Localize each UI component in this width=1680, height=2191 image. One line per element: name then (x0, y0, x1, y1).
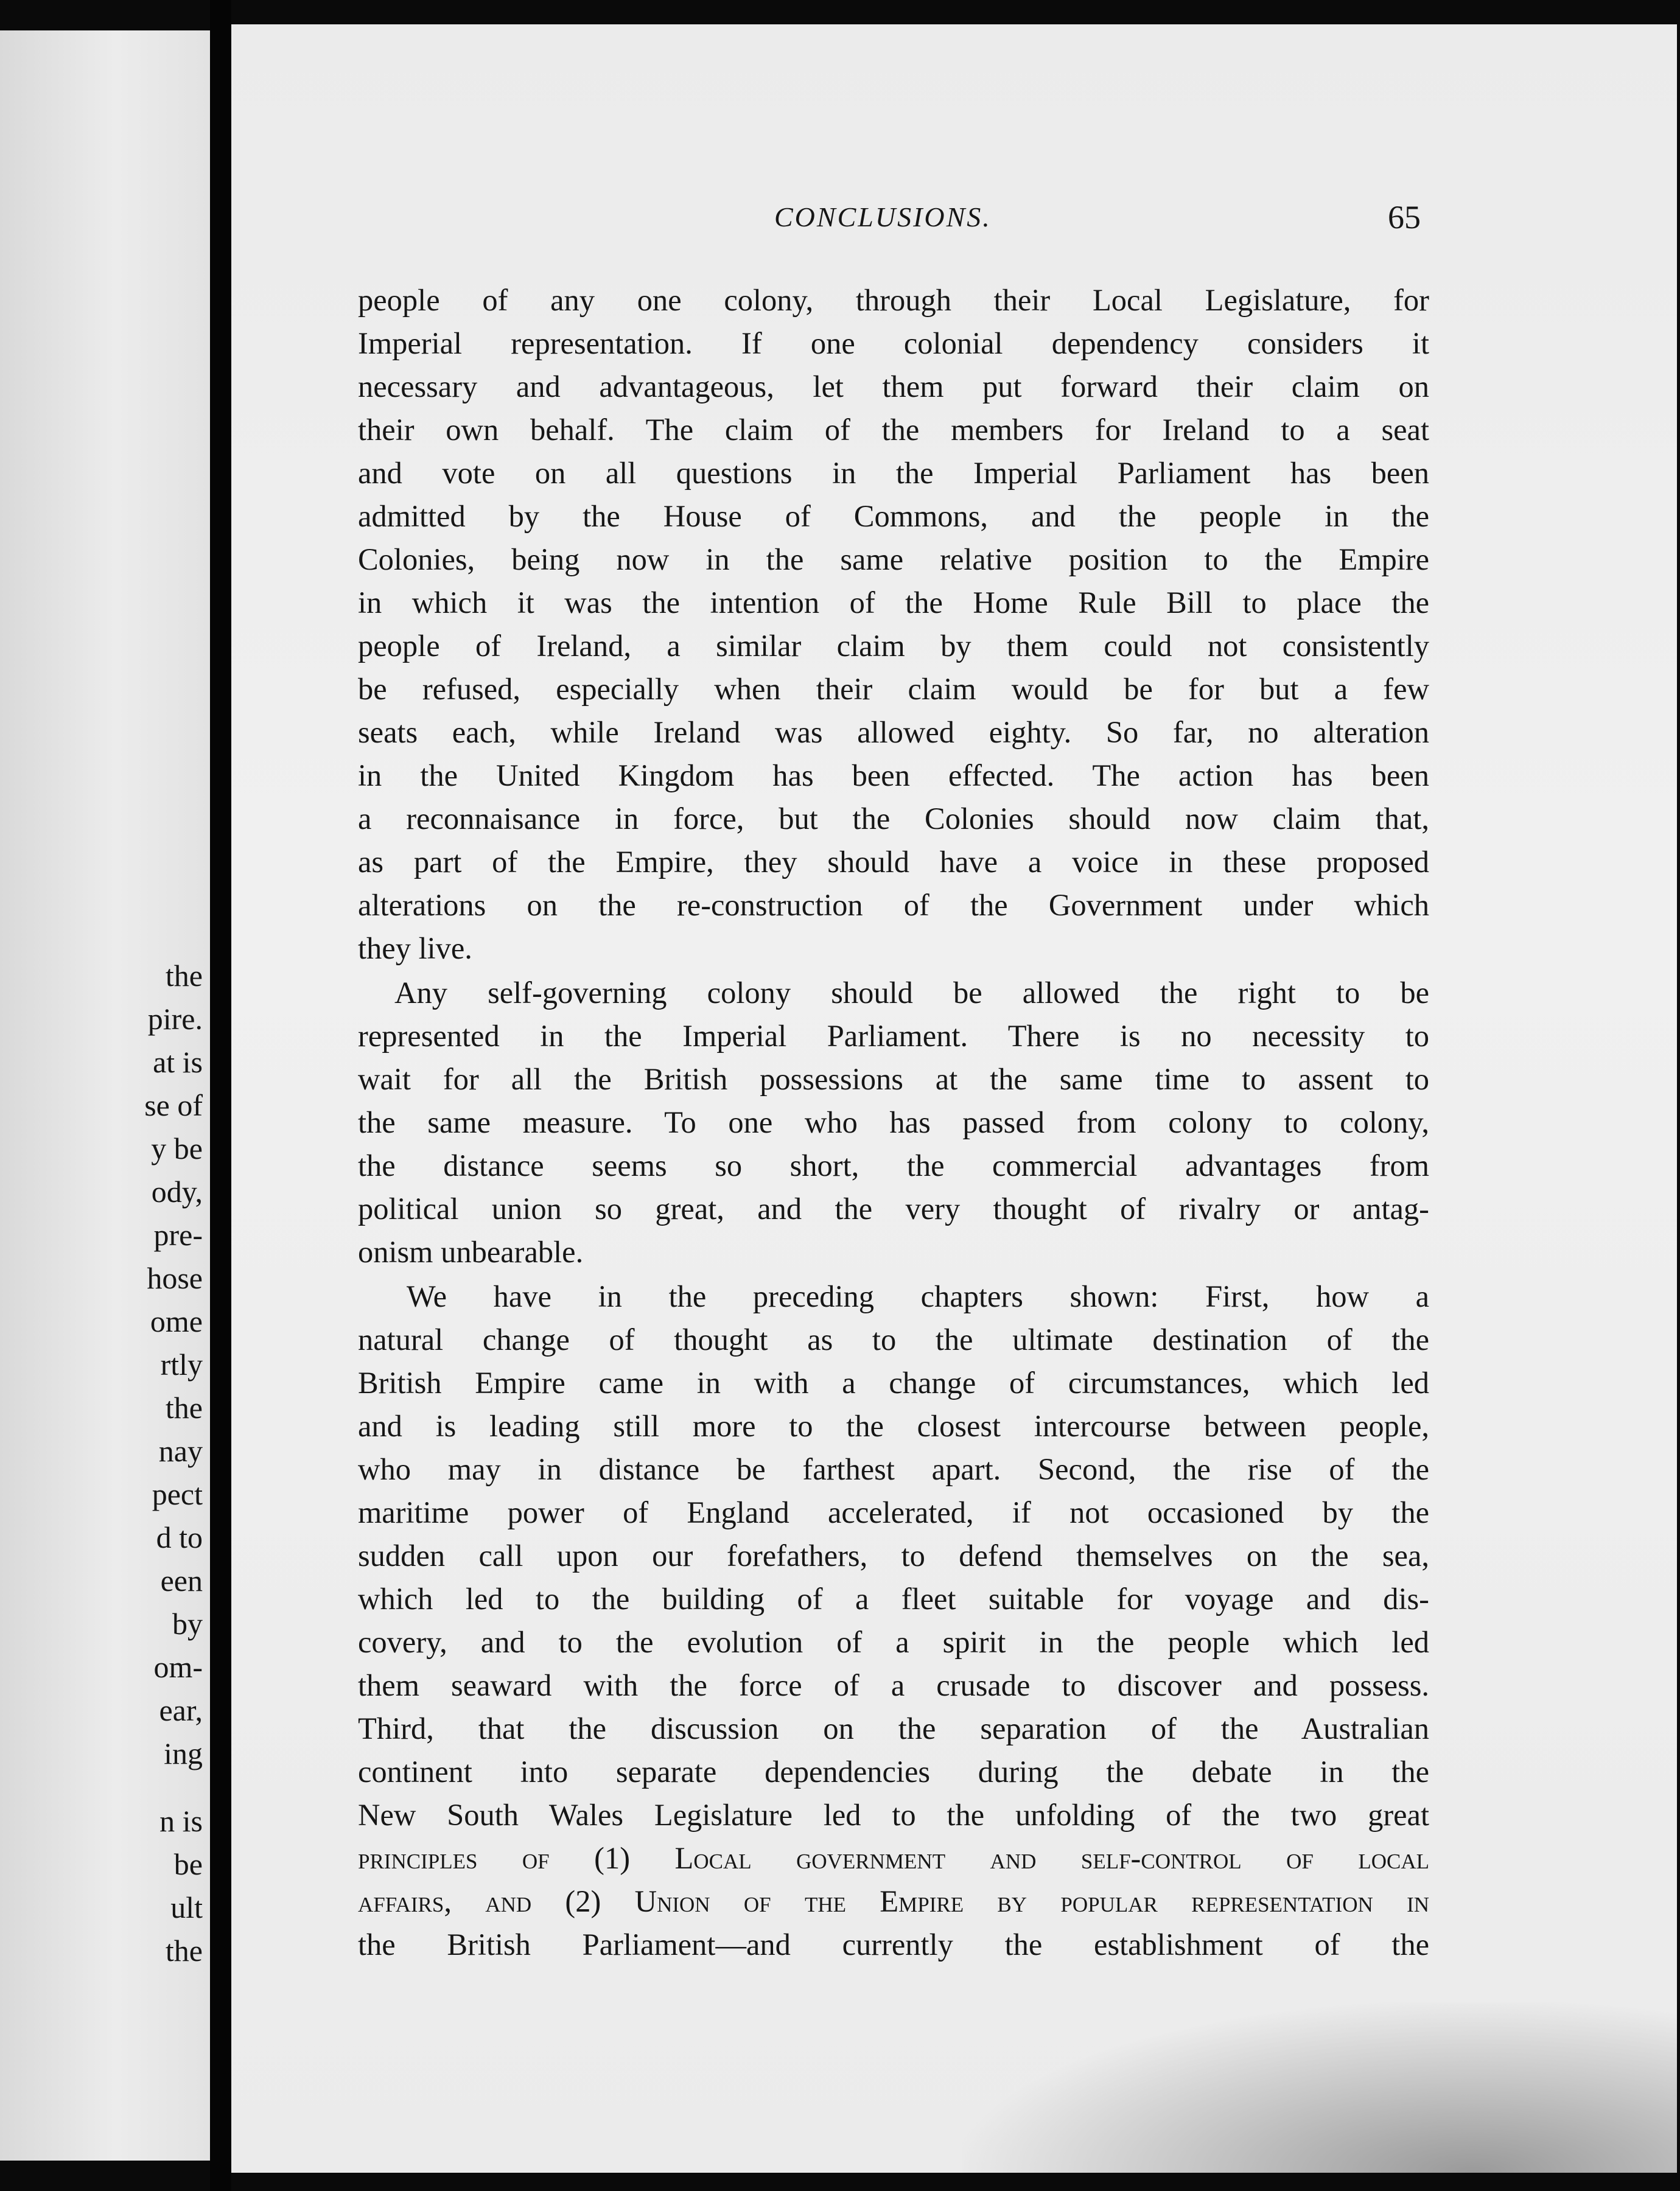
page-number: 65 (1388, 199, 1421, 236)
text-line: represented in the Imperial Parliament. There is no necessity to (358, 1019, 1429, 1053)
fragment: nay (158, 1434, 203, 1468)
text-line: admitted by the House of Commons, and the people in the (358, 499, 1429, 533)
text-line: principles of (1) Local government and self-control of local (358, 1841, 1429, 1875)
text-line: which led to the building of a fleet suitable for voyage and dis- (358, 1582, 1429, 1616)
text-line: the British Parliament—and currently the establishment of the (358, 1927, 1429, 1962)
text-line: be refused, especially when their claim would be for but a few (358, 672, 1429, 706)
text-line: necessary and advantageous, let them put forward their claim on (358, 369, 1429, 404)
text-line: the same measure. To one who has passed from colony to colony, (358, 1105, 1429, 1139)
fragment: pect (152, 1477, 203, 1511)
facing-page (0, 30, 210, 2161)
fragment: y be (151, 1131, 203, 1165)
fragment: een (160, 1564, 203, 1598)
fragment: pire. (147, 1002, 203, 1036)
text-line: Any self-governing colony should be allowed the right to be (394, 976, 1429, 1010)
fragment: ear, (159, 1693, 203, 1727)
text-line: wait for all the British possessions at the same time to assent to (358, 1062, 1429, 1096)
fragment: be (173, 1847, 203, 1881)
text-line: British Empire came in with a change of circumstances, which led (358, 1366, 1429, 1400)
text-line: natural change of thought as to the ultimate destination of the (358, 1323, 1429, 1357)
text-line: Third, that the discussion on the separation of the Australian (358, 1711, 1429, 1745)
text-line: people of any one colony, through their Local Legislature, for (358, 283, 1429, 317)
text-line: their own behalf. The claim of the members for Ireland to a seat (358, 413, 1429, 447)
text-line: them seaward with the force of a crusade to discover and possess. (358, 1668, 1429, 1702)
fragment: at is (153, 1045, 203, 1079)
fragment: rtly (160, 1347, 203, 1382)
running-title: CONCLUSIONS. (774, 201, 992, 232)
facing-page-fragments (144, 954, 203, 1973)
text-line: who may in distance be farthest apart. Second, the rise of the (358, 1452, 1429, 1486)
paragraph (358, 971, 1429, 1274)
fragment: by (172, 1607, 203, 1641)
fragment: om- (153, 1650, 203, 1684)
page-header (231, 201, 1677, 243)
fragment: ult (170, 1890, 203, 1924)
text-line: a reconnaisance in force, but the Colonies should now claim that, (358, 802, 1429, 836)
fragment: ing (164, 1736, 203, 1770)
text-line: and vote on all questions in the Imperial Parliament has been (358, 456, 1429, 490)
paragraph (358, 1275, 1429, 1966)
text-line: and is leading still more to the closest intercourse between people, (358, 1409, 1429, 1443)
book-page (231, 24, 1677, 2173)
fragment: the (165, 1934, 203, 1968)
text-line: continent into separate dependencies during the debate in the (358, 1755, 1429, 1789)
fragment: se of (144, 1088, 203, 1122)
text-line: alterations on the re-construction of the Government under which (358, 888, 1429, 922)
fragment: ome (150, 1304, 203, 1338)
text-line: as part of the Empire, they should have a voice in these proposed (358, 845, 1429, 879)
text-line: Colonies, being now in the same relative position to the Empire (358, 542, 1429, 576)
water-stain (962, 2002, 1677, 2173)
text-line: covery, and to the evolution of a spirit in the people which led (358, 1625, 1429, 1659)
text-line: maritime power of England accelerated, if not occasioned by the (358, 1495, 1429, 1529)
fragment: n is (159, 1804, 203, 1838)
text-line: affairs, and (2) Union of the Empire by popular representation in (358, 1884, 1429, 1918)
fragment: the (165, 959, 203, 993)
fragment: pre- (153, 1218, 203, 1252)
text-line: Imperial representation. If one colonial dependency considers it (358, 326, 1429, 360)
fragment: ody, (151, 1175, 203, 1209)
text-line: We have in the preceding chapters shown: First, how a (407, 1279, 1429, 1313)
text-line: seats each, while Ireland was allowed eighty. So far, no alteration (358, 715, 1429, 749)
text-line: people of Ireland, a similar claim by them could not consistently (358, 629, 1429, 663)
text-line: the distance seems so short, the commercial advantages from (358, 1148, 1429, 1183)
paragraph (358, 279, 1429, 970)
book-gutter (210, 0, 231, 2191)
text-line: they live. (358, 931, 472, 965)
text-line: political union so great, and the very thought of rivalry or antag- (358, 1192, 1429, 1226)
text-line: sudden call upon our forefathers, to defend themselves on the sea, (358, 1539, 1429, 1573)
text-line: New South Wales Legislature led to the unfolding of the two great (358, 1798, 1429, 1832)
fragment: d to (156, 1520, 203, 1554)
text-line: onism unbearable. (358, 1235, 584, 1269)
text-line: in which it was the intention of the Home Rule Bill to place the (358, 585, 1429, 620)
body-text (358, 279, 1429, 1966)
fragment: the (165, 1391, 203, 1425)
fragment: hose (147, 1261, 203, 1295)
text-line: in the United Kingdom has been effected. The action has been (358, 758, 1429, 792)
